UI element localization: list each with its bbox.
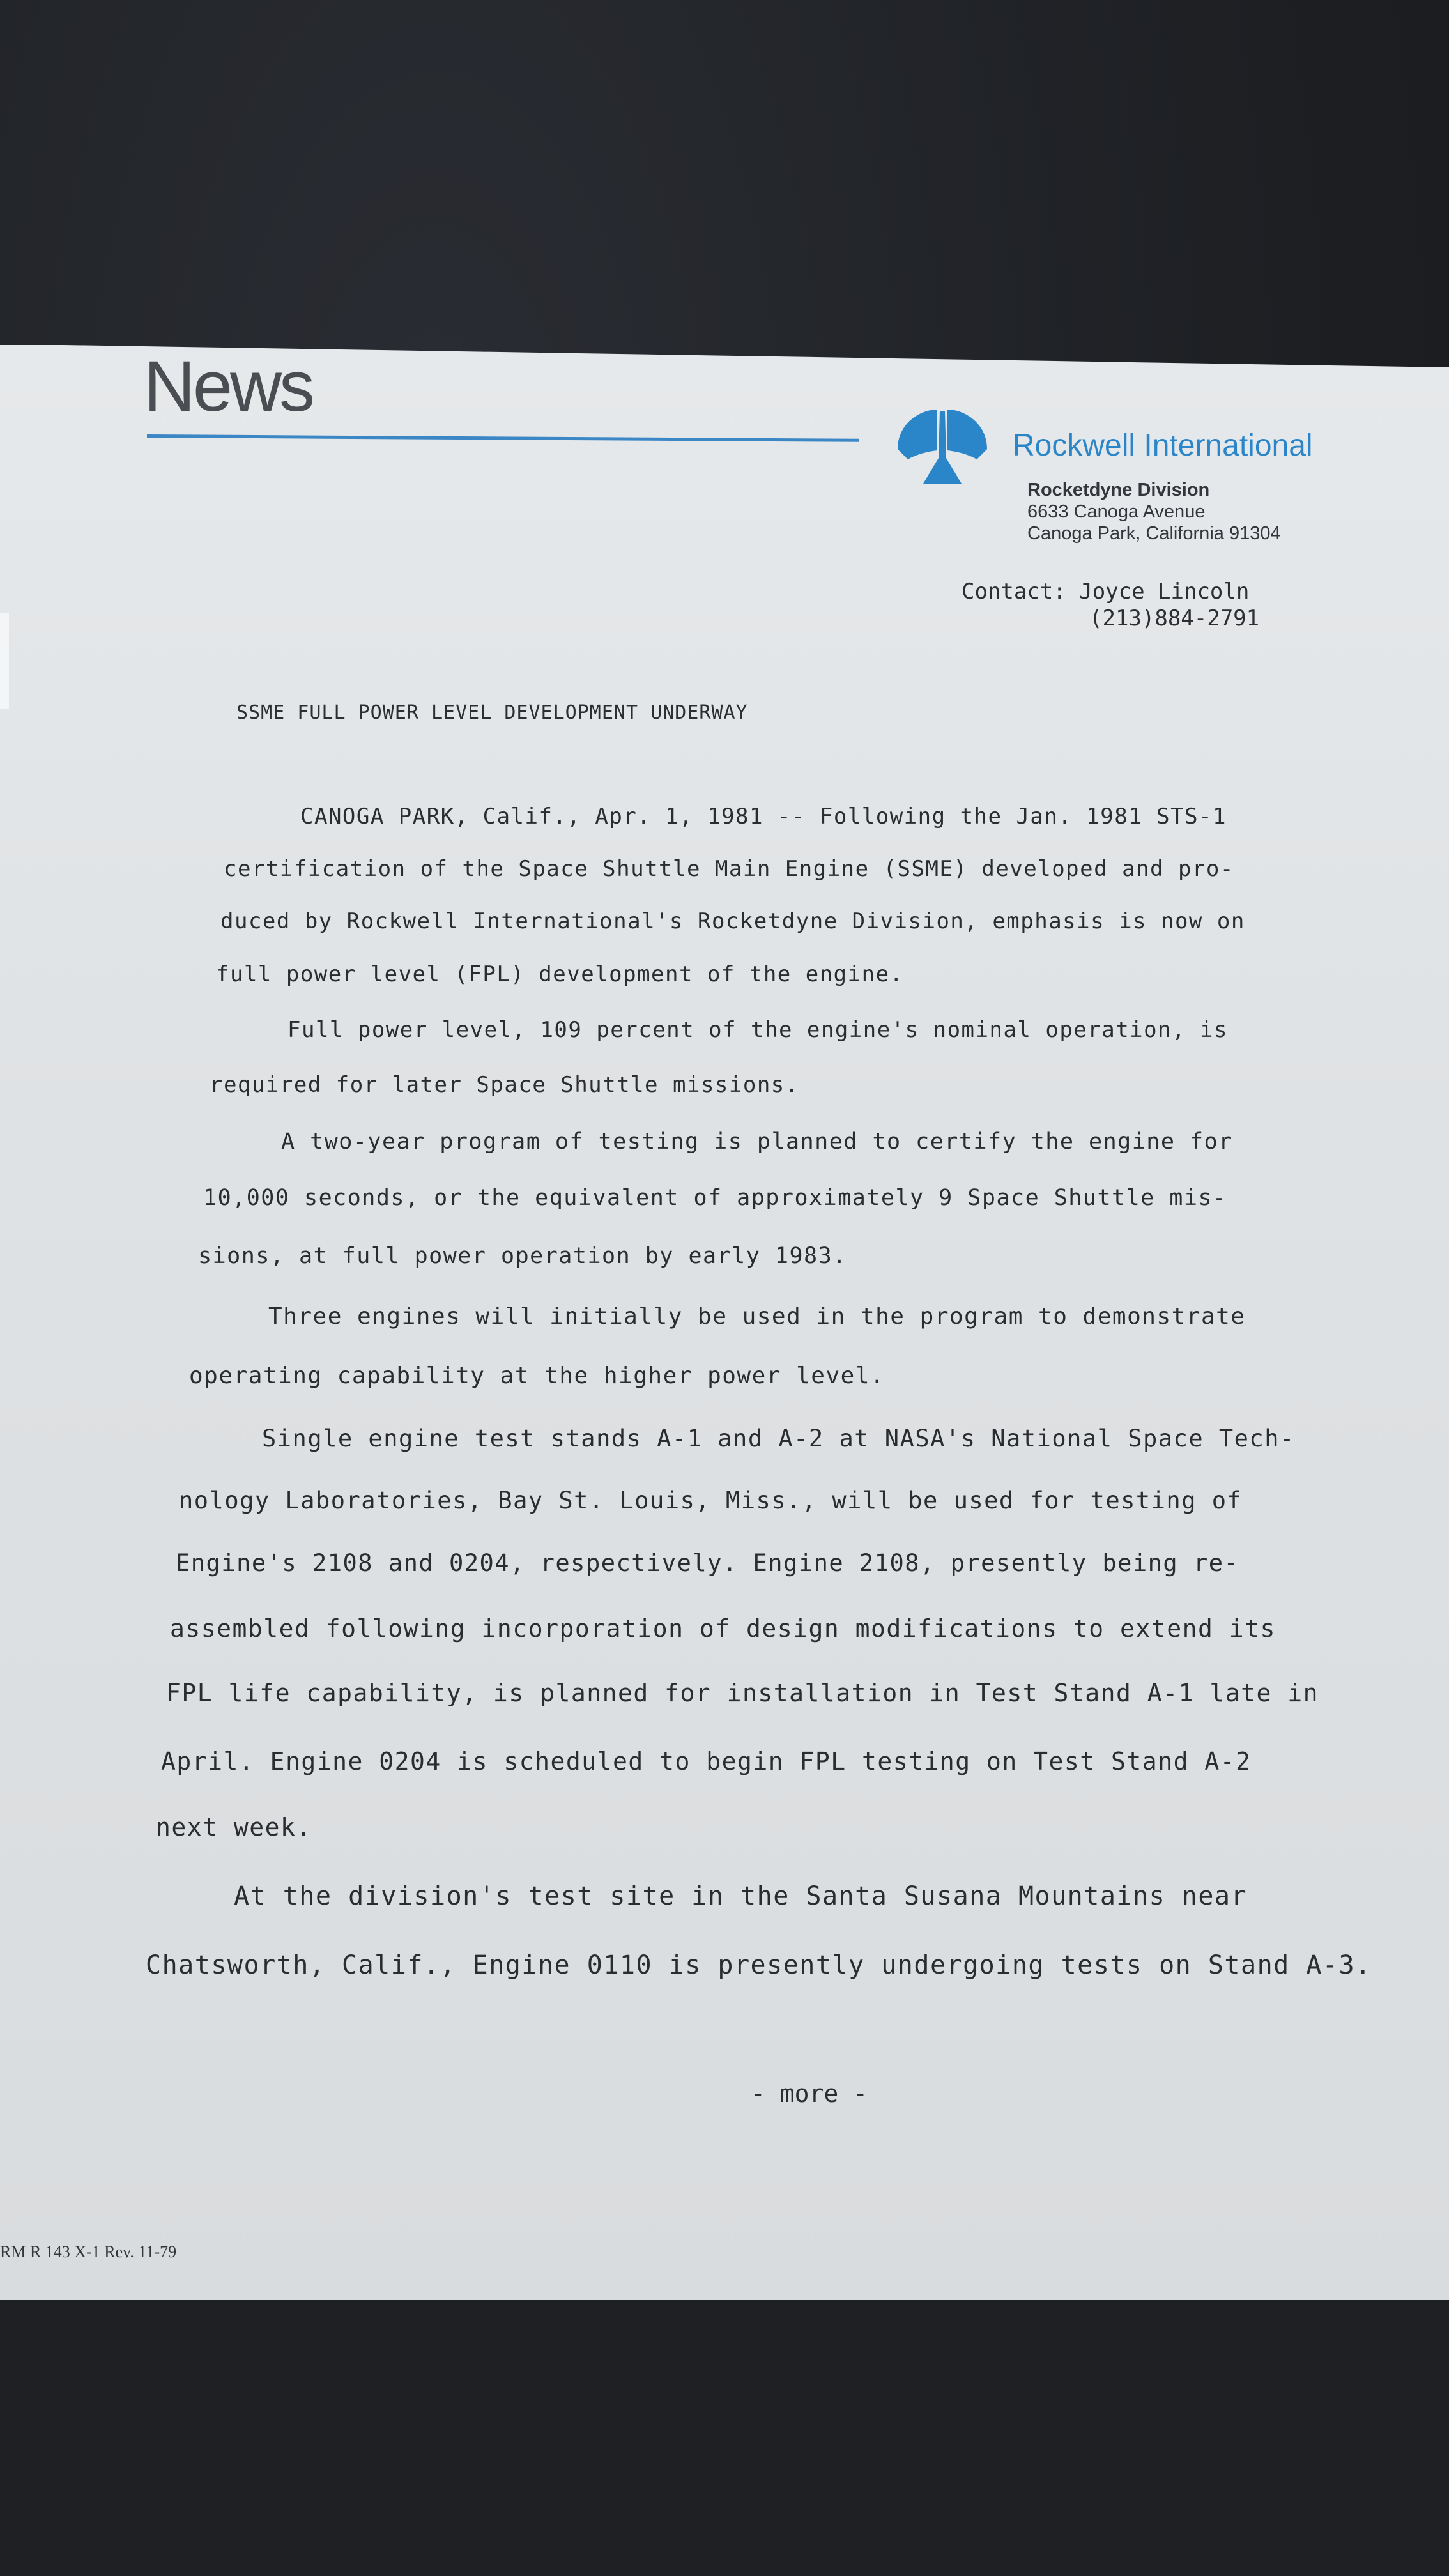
body-line: Three engines will initially be used in the program to demonstrate xyxy=(268,1303,1246,1330)
contact-name: Contact: Joyce Lincoln xyxy=(962,579,1250,604)
contact-block xyxy=(962,578,1259,632)
body-line: 10,000 seconds, or the equivalent of approximately 9 Space Shuttle mis- xyxy=(203,1185,1227,1211)
body-line: operating capability at the higher power level. xyxy=(189,1363,885,1389)
body-line: Chatsworth, Calif., Engine 0110 is presently undergoing tests on Stand A-3. xyxy=(146,1951,1372,1980)
body-line: Engine's 2108 and 0204, respectively. Engine 2108, presently being re- xyxy=(176,1549,1239,1577)
headline: SSME FULL POWER LEVEL DEVELOPMENT UNDERWAY xyxy=(236,702,748,724)
body-line: Single engine test stands A-1 and A-2 at NASA's National Space Tech- xyxy=(262,1425,1295,1452)
body-line: required for later Space Shuttle missions. xyxy=(210,1072,799,1098)
body-line: next week. xyxy=(156,1813,312,1841)
more-indicator: - more - xyxy=(751,2080,868,2108)
division-address xyxy=(1027,479,1281,544)
body-line: CANOGA PARK, Calif., Apr. 1, 1981 -- Following the Jan. 1981 STS-1 xyxy=(300,804,1227,829)
body-line: April. Engine 0204 is scheduled to begin FPL testing on Test Stand A-2 xyxy=(161,1747,1252,1775)
body-line: A two-year program of testing is planned to certify the engine for xyxy=(281,1129,1233,1154)
body-line: duced by Rockwell International's Rocketdyne Division, emphasis is now on xyxy=(220,908,1245,934)
contact-phone: (213)884-2791 xyxy=(1089,606,1260,631)
body-line: Full power level, 109 percent of the engine's nominal operation, is xyxy=(288,1017,1228,1043)
body-line: assembled following incorporation of design modifications to extend its xyxy=(170,1614,1276,1643)
address-line-1: 6633 Canoga Avenue xyxy=(1027,502,1206,522)
body-line: FPL life capability, is planned for installation in Test Stand A-1 late in xyxy=(166,1679,1319,1707)
body-line: At the division's test site in the Santa Susana Mountains near xyxy=(234,1882,1248,1911)
news-title: News xyxy=(144,346,313,426)
table-surface-bottom xyxy=(0,2300,1449,2576)
address-line-2: Canoga Park, California 91304 xyxy=(1027,523,1281,544)
underlying-page-edge xyxy=(0,613,9,709)
body-line: nology Laboratories, Bay St. Louis, Miss., will be used for testing of xyxy=(179,1487,1243,1514)
body-line: certification of the Space Shuttle Main Engine (SSME) developed and pro- xyxy=(224,856,1234,882)
body-line: full power level (FPL) development of the engine. xyxy=(216,962,904,987)
company-name: Rockwell International xyxy=(1013,429,1313,463)
form-code: RM R 143 X-1 Rev. 11-79 xyxy=(0,2242,177,2261)
rockwell-tail-logo-icon xyxy=(885,404,1000,487)
body-line: sions, at full power operation by early 1983. xyxy=(198,1243,847,1269)
division-name: Rocketdyne Division xyxy=(1027,480,1210,500)
